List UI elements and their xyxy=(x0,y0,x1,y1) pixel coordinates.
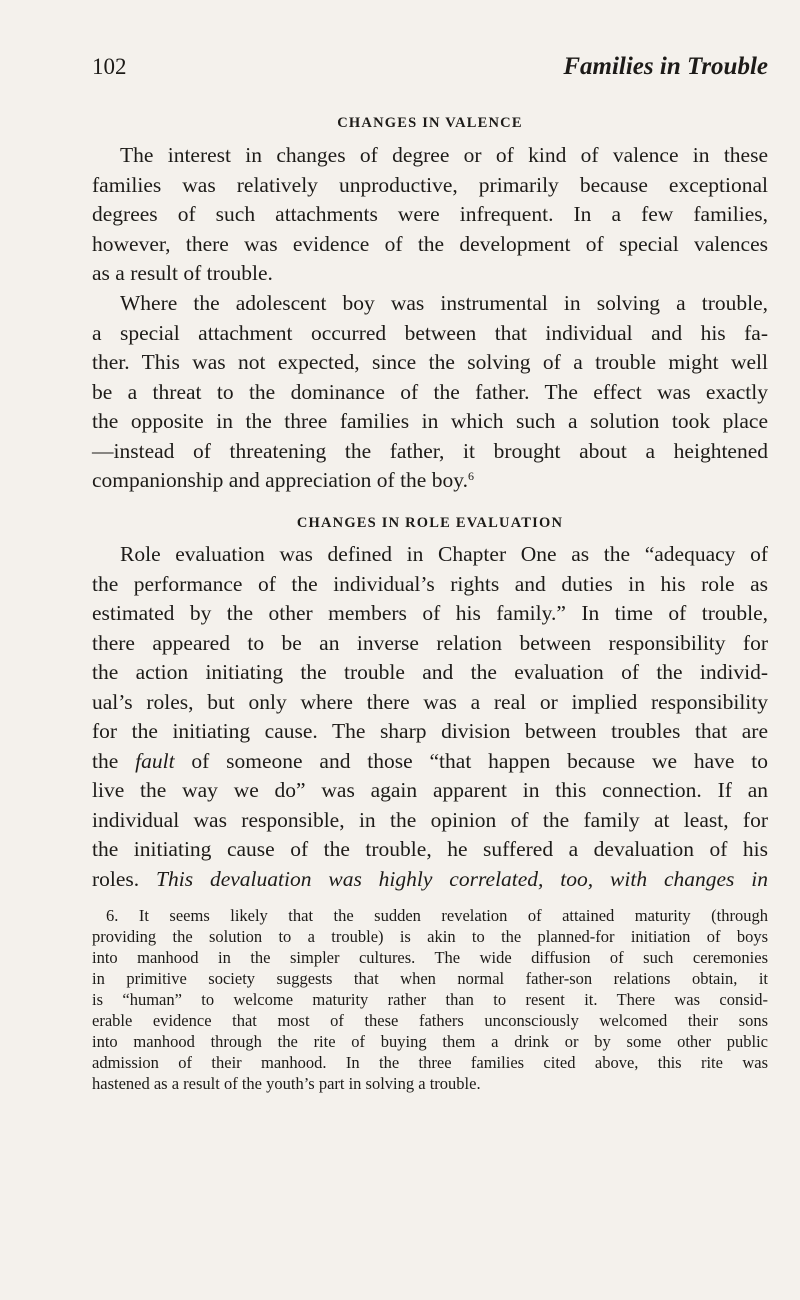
text-line: The interest in changes of degree or of kind of valence in these xyxy=(120,143,768,167)
footnote-line: in primitive society suggests that when normal father-son relations obtain, it xyxy=(92,969,768,988)
footnote-6 xyxy=(92,905,768,1094)
text-line: the initiating cause of the trouble, he suffered a devaluation of his xyxy=(92,837,768,861)
text-line: ther. This was not expected, since the solving of a trouble might well xyxy=(92,350,768,374)
text-line: Where the adolescent boy was instrumental in solving a trouble, xyxy=(120,291,768,315)
text-line: however, there was evidence of the development of special valences xyxy=(92,231,768,256)
text-line: live the way we do” was again apparent in this connection. If an xyxy=(92,778,768,802)
footnote-line: hastened as a result of the youth’s part in solving a trouble. xyxy=(92,1074,481,1093)
paragraph-special-attachment xyxy=(92,289,768,496)
footnote-line: admission of their manhood. In the three families cited above, this rite was xyxy=(92,1053,768,1072)
text-line: as a result of trouble. xyxy=(92,261,273,285)
text-line: there appeared to be an inverse relation between responsibility for xyxy=(92,630,768,655)
text-line-with-italic-emphasis xyxy=(92,747,768,777)
text-line-prefix: roles. xyxy=(92,866,140,891)
italic-clause: This devaluation was highly correlated, too, with changes in xyxy=(156,866,768,891)
section-heading-changes-in-role-evaluation: CHANGES IN ROLE EVALUATION xyxy=(296,515,564,531)
text-line-prefix: the xyxy=(92,748,119,773)
text-line-with-footnote-marker xyxy=(92,466,768,496)
text-line: degrees of such attachments were infrequent. In a few families, xyxy=(92,202,768,226)
footnote-marker[interactable]: 6 xyxy=(467,469,474,483)
footnote-line: erable evidence that most of these fathers unconsciously welcomed their sons xyxy=(92,1011,768,1030)
text-line: families was relatively unproductive, primarily because exceptional xyxy=(92,172,768,197)
paragraph-valence-intro xyxy=(92,141,768,289)
footnote-line: 6. It seems likely that the sudden revelation of attained maturity (through xyxy=(106,906,768,925)
footnote-line: into manhood in the simpler cultures. The wide diffusion of such ceremonies xyxy=(92,948,768,967)
running-head xyxy=(92,52,768,86)
text-line: Role evaluation was defined in Chapter One as the “adequacy of xyxy=(120,542,768,566)
footnote-line: into manhood through the rite of buying them a drink or by some other public xyxy=(92,1032,768,1051)
footnote-line: providing the solution to a trouble) is akin to the planned-for initiation of boys xyxy=(92,927,768,946)
page-number: 102 xyxy=(92,54,127,79)
text-line-content: of someone and those “that happen because we have to xyxy=(191,748,769,773)
text-line: —instead of threatening the father, it brought about a heightened xyxy=(92,438,768,463)
paragraph-role-evaluation xyxy=(92,540,768,894)
text-line: the action initiating the trouble and the evaluation of the individ- xyxy=(92,660,768,684)
text-line: a special attachment occurred between that individual and his fa- xyxy=(92,320,768,345)
section-heading-changes-in-valence: CHANGES IN VALENCE xyxy=(337,115,523,131)
text-line-with-italic-clause xyxy=(92,865,768,895)
footnote-line: is “human” to welcome maturity rather than to resent it. There was consid- xyxy=(92,990,768,1009)
text-line: ual’s roles, but only where there was a real or implied responsibility xyxy=(92,689,768,714)
text-line: the performance of the individual’s rights and duties in his role as xyxy=(92,571,768,596)
text-line: be a threat to the dominance of the father. The effect was exactly xyxy=(92,379,768,404)
text-line: for the initiating cause. The sharp division between troubles that are xyxy=(92,719,768,743)
text-line: the opposite in the three families in which such a solution took place xyxy=(92,409,768,433)
text-line: individual was responsible, in the opinion of the family at least, for xyxy=(92,807,768,832)
text-line-content: companionship and appreciation of the boy. xyxy=(92,468,468,492)
text-line: estimated by the other members of his family.” In time of trouble, xyxy=(92,601,768,625)
emphasis-fault: fault xyxy=(135,748,175,773)
running-title: Families in Trouble xyxy=(563,53,768,80)
